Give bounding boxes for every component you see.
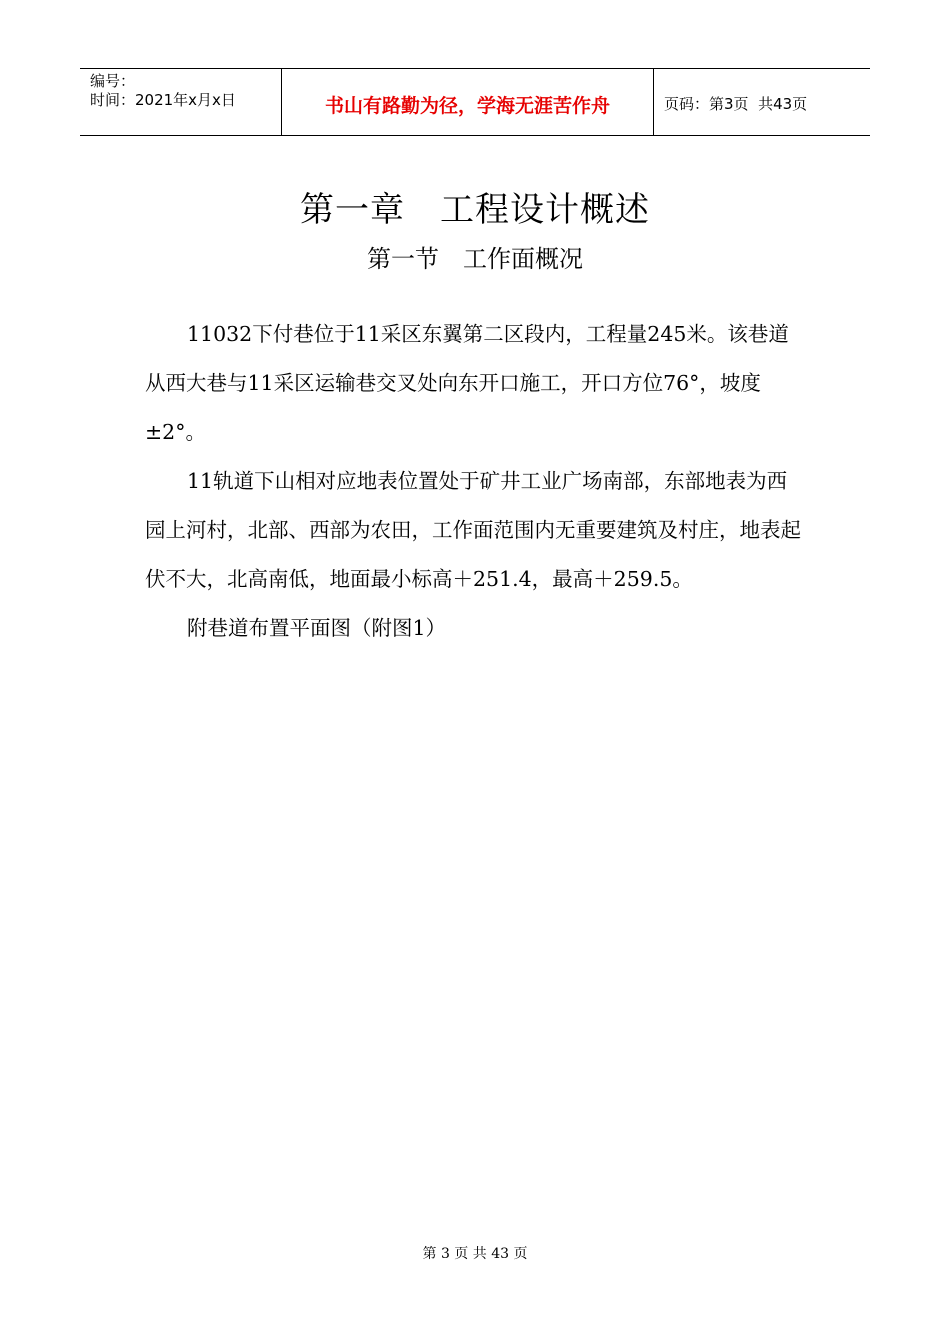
paragraph-roadway-location: 11032下付巷位于11采区东翼第二区段内，工程量245米。该巷道从西大巷与11采区运输巷交叉处向东开口施工，开口方位76°，坡度±2°。 (145, 322, 789, 444)
document-date: 时间：2021年x月x日 (90, 91, 236, 109)
document-header (80, 68, 870, 136)
page-footer: 第 3 页 共 43 页 (422, 1246, 528, 1262)
body-text (145, 310, 805, 653)
paragraph-surface-conditions: 11轨道下山相对应地表位置处于矿井工业广场南部，东部地表为西园上河村，北部、西部为农田，工作面范围内无重要建筑及村庄，地表起伏不大，北高南低，地面最小标高＋251.4，最高＋259.5。 (145, 469, 801, 591)
section-title: 第一节 工作面概况 (367, 245, 583, 273)
header-motto-cell (281, 69, 654, 135)
header-page-info: 页码：第3页 共43页 (664, 94, 808, 113)
header-left-cell (80, 69, 281, 135)
chapter-title: 第一章 工程设计概述 (300, 190, 650, 230)
paragraph-attachment-note: 附巷道布置平面图（附图1） (187, 616, 447, 640)
document-number-label: 编号： (90, 72, 136, 90)
header-motto: 书山有路勤为径，学海无涯苦作舟 (324, 94, 610, 117)
header-page-cell (654, 69, 870, 135)
